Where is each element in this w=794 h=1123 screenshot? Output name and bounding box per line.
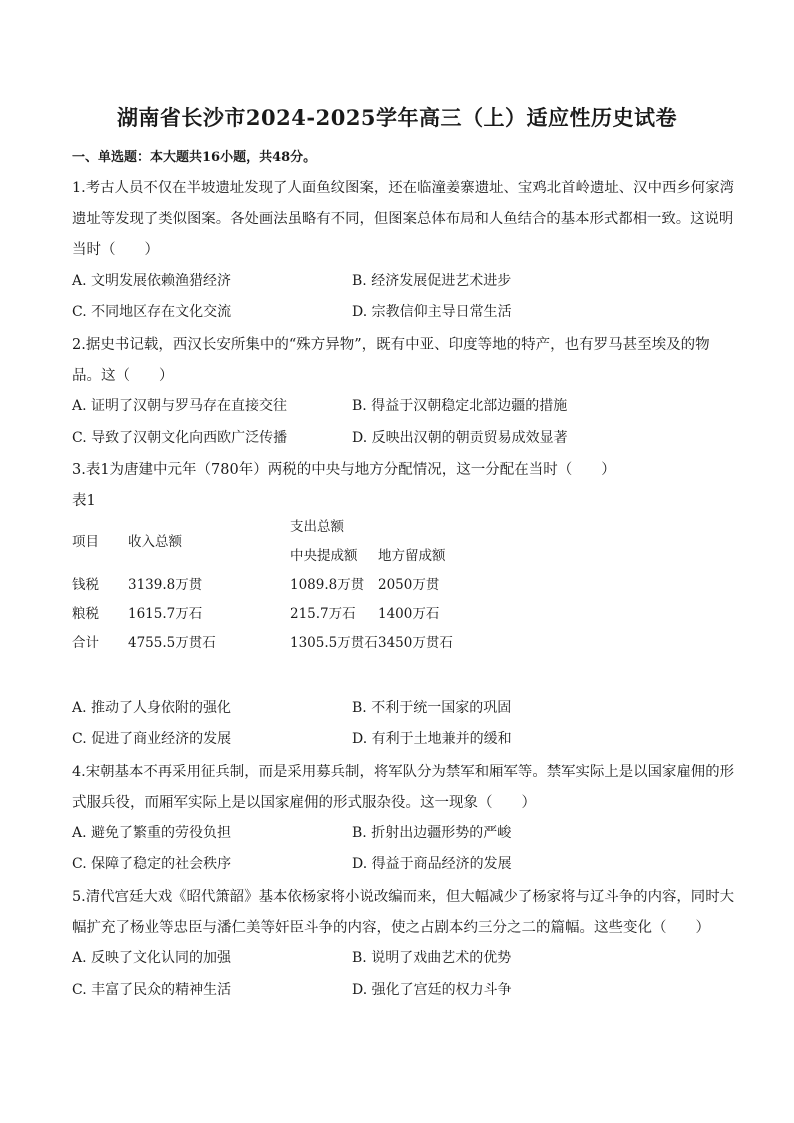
- q2-line-2: 品。这（ ）: [72, 368, 174, 384]
- table-cell-central: 1089.8万贯: [290, 577, 365, 593]
- q1-line-2: 遗址等发现了类似图案。各处画法虽略有不同，但图案总体布局和人鱼结合的基本形式都相一致。这说明: [72, 211, 734, 227]
- q1-option-b: B. 经济发展促进艺术进步: [352, 273, 512, 289]
- q5-option-b: B. 说明了戏曲艺术的优势: [352, 950, 512, 966]
- table-cell-central: 215.7万石: [290, 606, 356, 622]
- q3-option-a: A. 推动了人身依附的强化: [72, 700, 232, 716]
- table-sub-central: 中央提成额: [290, 548, 358, 564]
- table-cell-income: 3139.8万贯: [128, 577, 203, 593]
- table-cell-item: 粮税: [72, 606, 99, 622]
- table-cell-central: 1305.5万贯石: [290, 635, 378, 651]
- table-cell-item: 钱税: [72, 577, 99, 593]
- table-header-item: 项目: [72, 534, 99, 550]
- table-cell-income: 1615.7万石: [128, 606, 203, 622]
- table-cell-local: 1400万石: [378, 606, 440, 622]
- table-caption: 表1: [72, 493, 96, 509]
- q3-option-b: B. 不利于统一国家的巩固: [352, 700, 512, 716]
- q3-line-1: 3.表1为唐建中元年（780年）两税的中央与地方分配情况，这一分配在当时（ ）: [72, 462, 616, 478]
- q1-line-3: 当时（ ）: [72, 242, 159, 258]
- table-cell-income: 4755.5万贯石: [128, 635, 216, 651]
- q1-option-a: A. 文明发展依赖渔猎经济: [72, 273, 232, 289]
- table-sub-local: 地方留成额: [378, 548, 446, 564]
- q1-option-d: D. 宗教信仰主导日常生活: [352, 304, 512, 320]
- q4-option-c: C. 保障了稳定的社会秩序: [72, 856, 232, 872]
- q1-line-1: 1.考古人员不仅在半坡遗址发现了人面鱼纹图案，还在临潼姜寨遗址、宝鸡北首岭遗址、汉中西乡何家湾: [72, 180, 735, 196]
- q2-option-a: A. 证明了汉朝与罗马存在直接交往: [72, 398, 288, 414]
- q5-option-a: A. 反映了文化认同的加强: [72, 950, 232, 966]
- q1-option-c: C. 不同地区存在文化交流: [72, 304, 232, 320]
- q2-line-1: 2.据史书记载，西汉长安所集中的“殊方异物”，既有中亚、印度等地的特产，也有罗马甚至埃及的物: [72, 337, 710, 353]
- table-header-income: 收入总额: [128, 534, 182, 550]
- q5-line-1: 5.清代宫廷大戏《昭代箫韶》基本依杨家将小说改编而来，但大幅减少了杨家将与辽斗争的内容，同时大: [72, 889, 735, 905]
- q3-option-d: D. 有利于土地兼并的缓和: [352, 731, 512, 747]
- q4-line-1: 4.宋朝基本不再采用征兵制，而是采用募兵制，将军队分为禁军和厢军等。禁军实际上是以国家雇佣的形: [72, 764, 735, 780]
- q5-option-d: D. 强化了宫廷的权力斗争: [352, 982, 512, 998]
- table-header-expense: 支出总额: [290, 519, 344, 535]
- q4-line-2: 式服兵役，而厢军实际上是以国家雇佣的形式服杂役。这一现象（ ）: [72, 795, 536, 811]
- q4-option-a: A. 避免了繁重的劳役负担: [72, 825, 232, 841]
- table-cell-item: 合计: [72, 635, 99, 651]
- q4-option-b: B. 折射出边疆形势的严峻: [352, 825, 512, 841]
- q4-option-d: D. 得益于商品经济的发展: [352, 856, 512, 872]
- table-cell-local: 2050万贯: [378, 577, 440, 593]
- q3-option-c: C. 促进了商业经济的发展: [72, 731, 232, 747]
- q5-option-c: C. 丰富了民众的精神生活: [72, 982, 232, 998]
- table-cell-local: 3450万贯石: [378, 635, 453, 651]
- exam-title: 湖南省长沙市2024-2025学年高三（上）适应性历史试卷: [116, 105, 678, 130]
- section-heading: 一、单选题：本大题共16小题，共48分。: [72, 150, 317, 165]
- q5-line-2: 幅扩充了杨业等忠臣与潘仁美等奸臣斗争的内容，使之占剧本约三分之二的篇幅。这些变化（ ）: [72, 920, 710, 936]
- q2-option-d: D. 反映出汉朝的朝贡贸易成效显著: [352, 430, 568, 446]
- q2-option-c: C. 导致了汉朝文化向西欧广泛传播: [72, 430, 288, 446]
- q2-option-b: B. 得益于汉朝稳定北部边疆的措施: [352, 398, 568, 414]
